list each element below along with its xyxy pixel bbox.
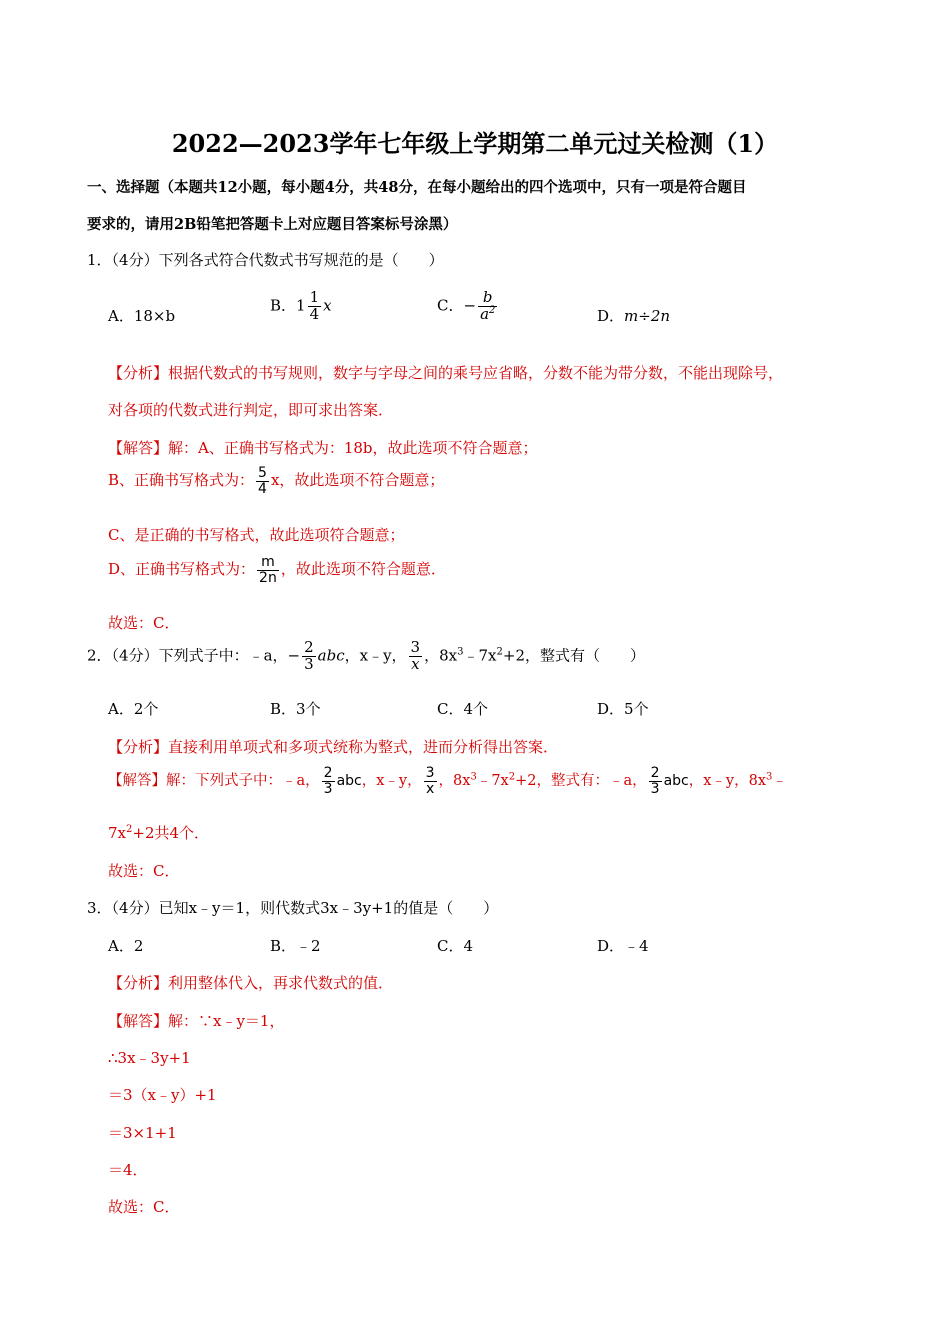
q1-analysis-line2: 对各项的代数式进行判定，即可求出答案． [108, 401, 394, 419]
q1-option-b-whole: 1 [296, 296, 306, 315]
q1-option-b-den: 4 [309, 304, 320, 323]
q3-option-b: B．﹣2 [270, 937, 321, 955]
q2-answer-frac3 [649, 766, 662, 796]
q2-frac2-num: 3 [410, 638, 421, 656]
q1-answer-c: C、是正确的书写格式，故此选项符合题意； [108, 526, 405, 544]
q1-answer-b-den: 4 [258, 480, 267, 497]
q1-option-c-label: C． [437, 296, 464, 315]
q3-answer-line1: 【解答】解：∵x﹣y＝1， [108, 1012, 285, 1030]
q1-option-c-sign: − [463, 296, 477, 315]
q2-frac1-var: abc [317, 646, 345, 665]
q1-option-a [108, 305, 175, 326]
q1-answer-d-fraction [257, 555, 279, 585]
q1-option-d [597, 305, 670, 326]
q2-frac2 [409, 640, 423, 673]
q1-answer-d [108, 555, 446, 585]
q1-option-c-exp: 2 [489, 304, 496, 316]
q1-answer-d-num: m [257, 555, 279, 571]
q2-option-d: D．5个 [597, 700, 649, 718]
q1-option-c [437, 290, 499, 323]
q3-option-a: A．2 [108, 937, 144, 955]
q2-stem-mid: ，x﹣y， [344, 646, 407, 665]
q3-answer-line5: ＝4． [108, 1161, 148, 1179]
q3-option-d: D．﹣4 [597, 937, 649, 955]
q3-analysis: 【分析】利用整体代入，再求代数式的值． [108, 974, 394, 992]
q1-option-c-den: a [480, 304, 490, 323]
q1-option-b-fraction [308, 290, 322, 323]
q1-answer-b-num: 5 [258, 465, 267, 481]
section-heading-line2: 要求的，请用2B铅笔把答题卡上对应题目答案标号涂黑） [87, 216, 458, 233]
q3-answer-line4: ＝3×1+1 [108, 1124, 177, 1142]
q2-answer-frac1-den: 3 [323, 780, 333, 797]
q2-answer-exp3: 3 [470, 771, 477, 783]
q2-frac1-num: 2 [304, 638, 314, 656]
q2-option-a: A．2个 [108, 700, 159, 718]
q2-stem-post-a: ，8x [424, 646, 458, 665]
q1-answer-b-fraction [256, 466, 269, 496]
q2-answer-frac1-num: 2 [323, 765, 333, 781]
q2-answer-post-a: ，8x [438, 773, 471, 790]
q2-answer-frac3-var: abc [663, 773, 689, 790]
q2-answer-frac2-num: 3 [425, 765, 435, 781]
q2-frac2-den: x [411, 654, 420, 673]
q2-answer-tail: ，x﹣y，8x [688, 773, 767, 790]
q1-answer-a: 【解答】解：A、正确书写格式为：18b，故此选项不符合题意； [108, 439, 538, 457]
q1-answer-b [108, 466, 444, 496]
q2-stem-post-c: +2，整式有（ ） [502, 646, 645, 665]
q2-stem-pre: 2．（4分）下列式子中：﹣a， [87, 646, 288, 665]
q2-answer-post-c: +2，整式有：﹣a， [515, 773, 647, 790]
section-heading-line1: 一、选择题（本题共12小题，每小题4分，共48分，在每小题给出的四个选项中，只有一项是符合题目 [87, 179, 747, 196]
q1-option-c-fraction [478, 290, 497, 323]
q2-answer-post-b: ﹣7x [476, 773, 509, 790]
q1-answer-b-pre: B、正确书写格式为： [108, 471, 255, 490]
q1-option-a-value: 18×b [133, 307, 176, 325]
page-title: 2022—2023学年七年级上学期第二单元过关检测（1） [171, 129, 779, 158]
q1-option-a-label: A． [108, 307, 134, 325]
q2-frac1-sign: − [287, 646, 301, 665]
q2-frac1-den: 3 [304, 654, 314, 673]
q2-answer-frac3-den: 3 [650, 780, 660, 797]
q2-answer-frac3-num: 2 [650, 765, 660, 781]
q2-answer-tail-end: ﹣ [772, 773, 787, 790]
q1-option-b [270, 290, 332, 323]
q2-answer-line1 [108, 766, 787, 796]
q2-answer-frac1-var: abc [336, 773, 362, 790]
q2-answer-line2-a: 7x [108, 824, 127, 842]
q2-option-c: C．4个 [437, 700, 489, 718]
q2-stem-post-b: ﹣7x [463, 646, 497, 665]
q3-choice: 故选：C． [108, 1198, 180, 1216]
q2-answer-exp2: 2 [508, 771, 516, 783]
q3-option-c: C．4 [437, 937, 474, 955]
q1-answer-d-den: 2n [259, 569, 277, 586]
q2-answer-line2-b: +2共4个． [132, 824, 210, 842]
q1-stem: 1．（4分）下列各式符合代数式书写规范的是（ ） [87, 251, 444, 269]
q1-option-b-var: x [323, 296, 332, 315]
q1-analysis-line1: 【分析】根据代数式的书写规则，数字与字母之间的乘号应省略，分数不能为带分数，不能出现除号， [108, 364, 784, 382]
q2-stem [87, 640, 645, 673]
q1-option-b-num: 1 [309, 288, 320, 306]
q2-answer-mid: ，x﹣y， [361, 773, 422, 790]
q2-choice: 故选：C． [108, 862, 180, 880]
q2-answer-frac2-den: x [425, 780, 435, 797]
q2-answer-frac1 [322, 766, 335, 796]
q1-option-c-num: b [478, 290, 497, 307]
q2-answer-frac2 [424, 766, 437, 796]
q2-answer-pre: 【解答】解：下列式子中：﹣a， [108, 773, 320, 790]
q1-option-d-value: m÷2n [624, 307, 671, 325]
q2-answer-line2 [108, 822, 209, 843]
q2-frac1 [302, 640, 316, 673]
q1-answer-d-pre: D、正确书写格式为： [108, 560, 256, 579]
q1-answer-d-post: ，故此选项不符合题意． [280, 560, 446, 579]
q2-answer-tail-exp: 3 [766, 771, 773, 783]
q2-analysis: 【分析】直接利用单项式和多项式统称为整式，进而分析得出答案． [108, 738, 559, 756]
q3-answer-line2: ∴3x﹣3y+1 [108, 1049, 191, 1067]
q3-stem: 3．（4分）已知x﹣y＝1，则代数式3x﹣3y+1的值是（ ） [87, 899, 499, 917]
q2-option-b: B．3个 [270, 700, 321, 718]
q1-option-d-label: D． [597, 307, 625, 325]
q1-answer-b-post: x，故此选项不符合题意； [270, 471, 445, 490]
q2-exp3: 3 [457, 646, 464, 658]
q2-answer-line2-exp: 2 [126, 824, 133, 835]
q1-choice: 故选：C． [108, 614, 180, 632]
q1-option-b-label: B． [270, 296, 297, 315]
q3-answer-line3: ＝3（x﹣y）+1 [108, 1086, 217, 1104]
q2-exp2: 2 [496, 646, 503, 658]
